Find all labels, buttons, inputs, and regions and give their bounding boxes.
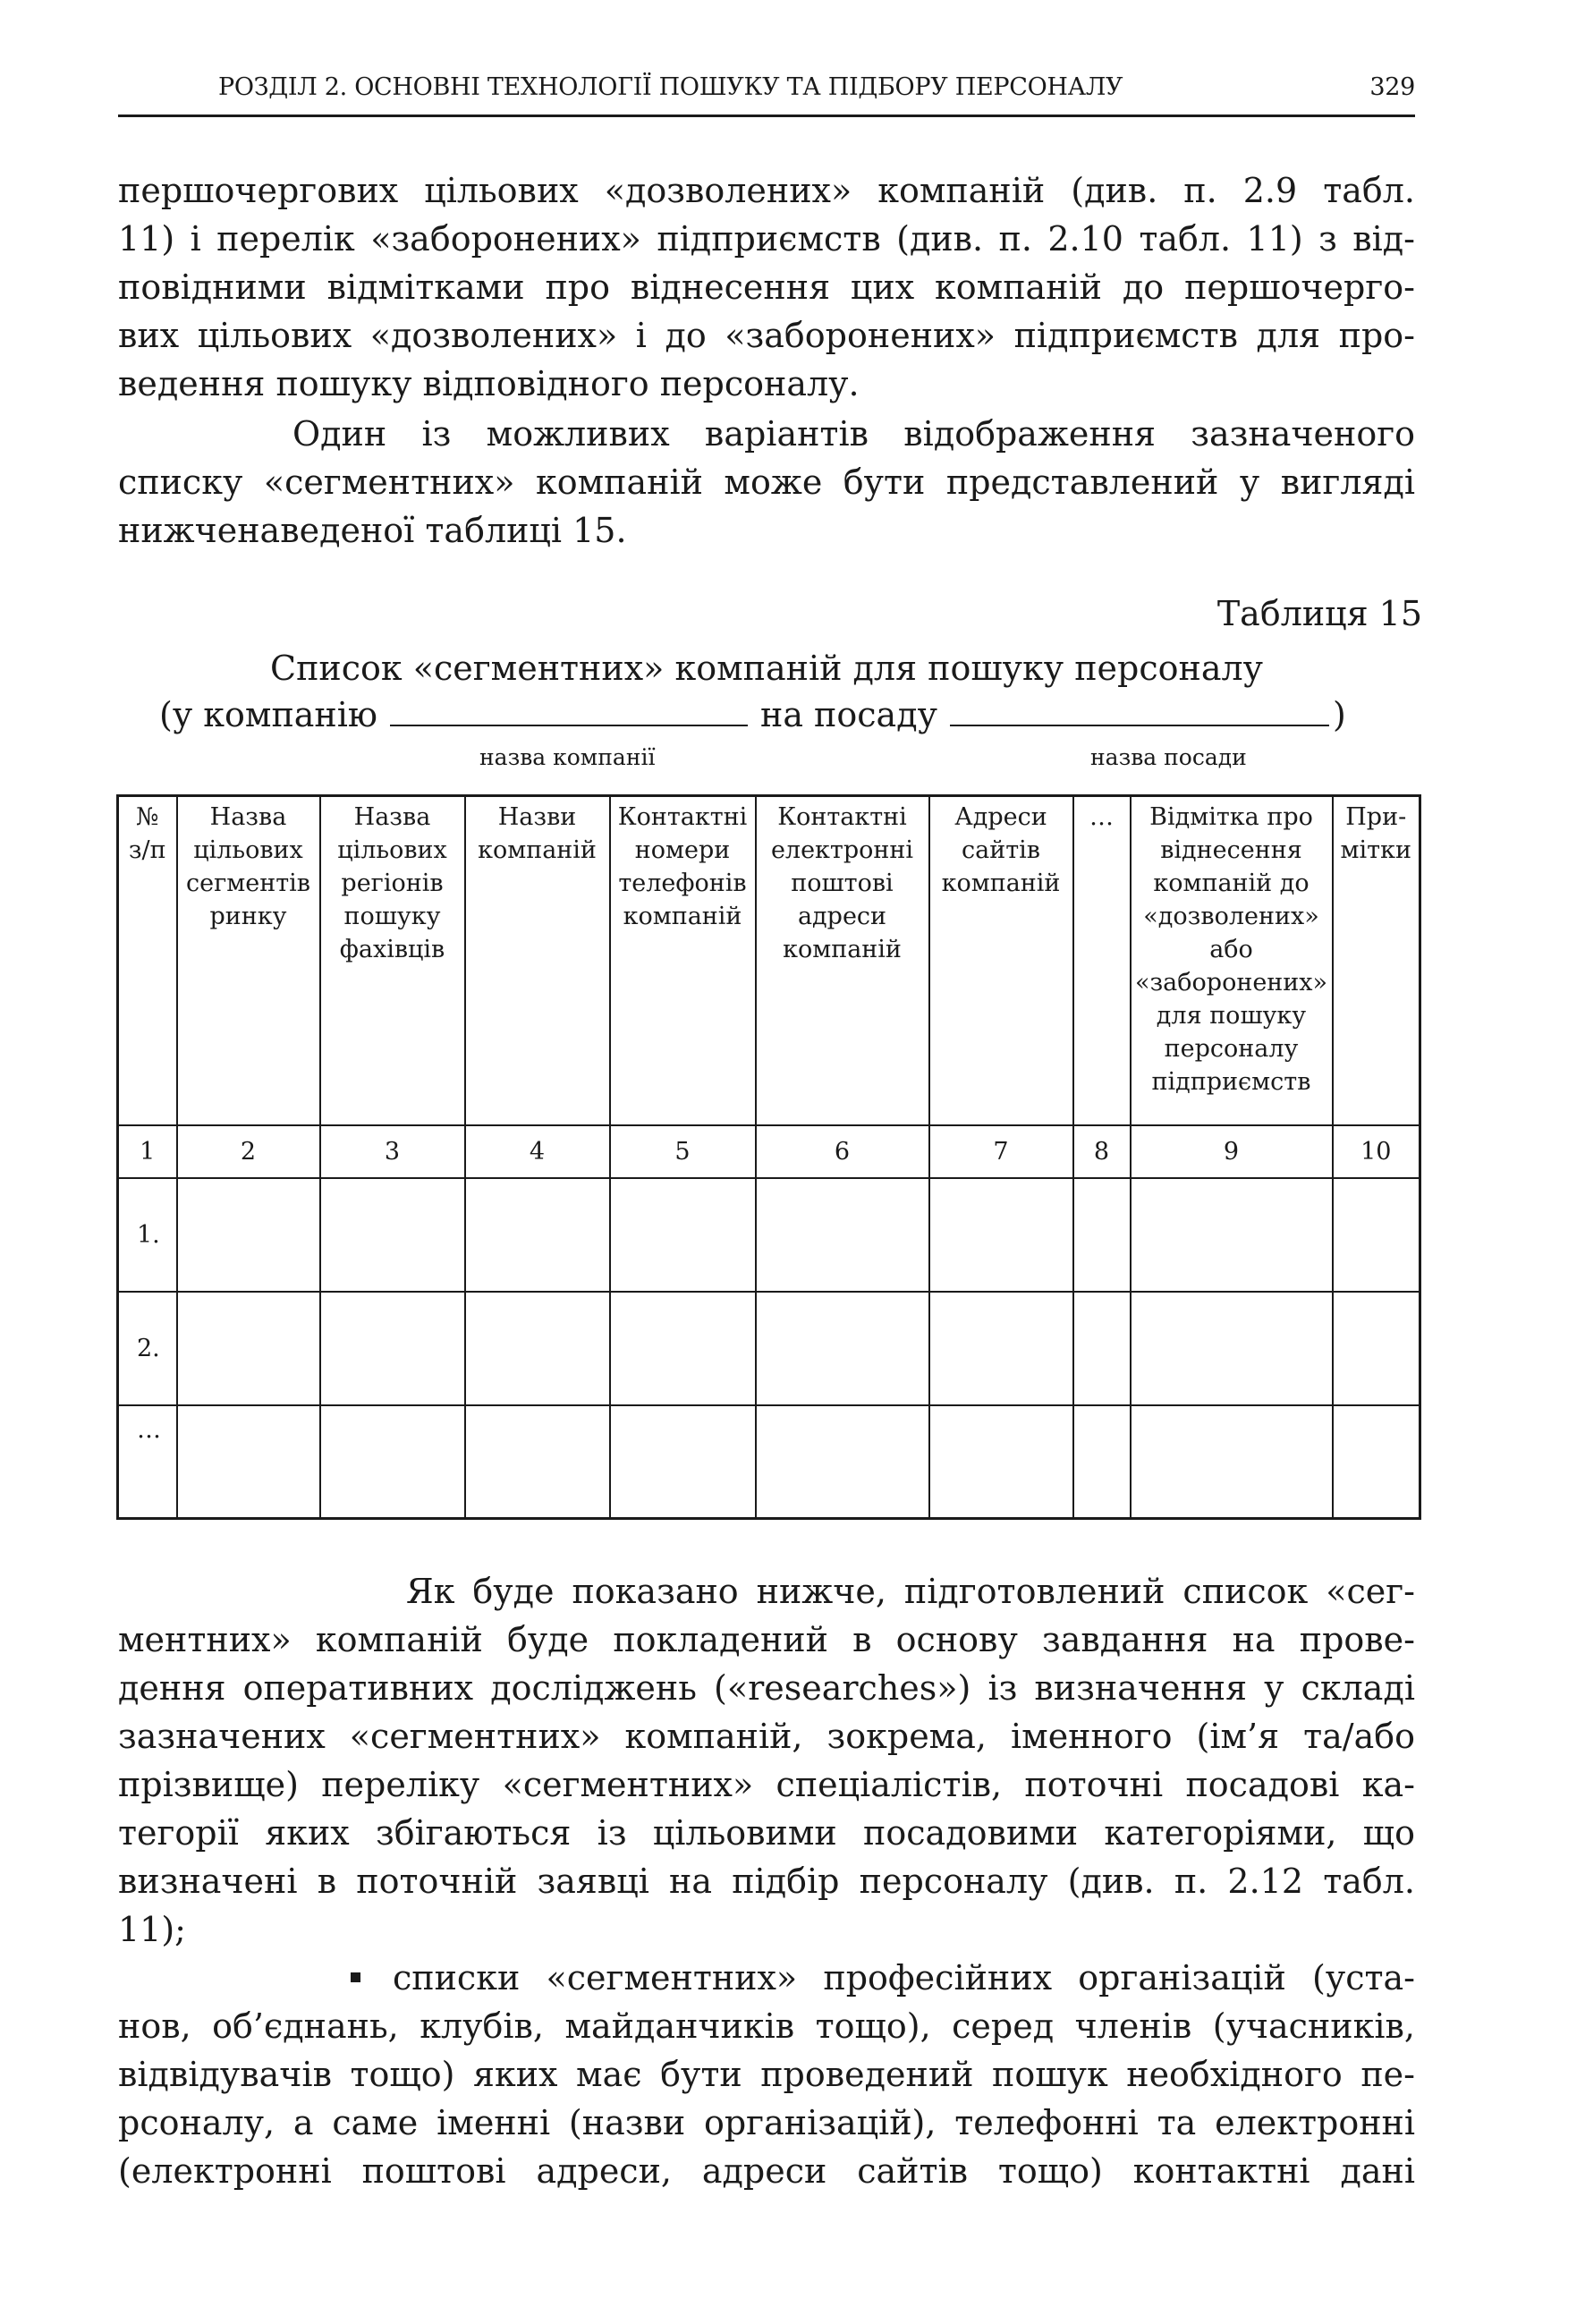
empty-cell — [756, 1178, 929, 1292]
header-line: Назва — [209, 803, 287, 831]
text-line: дення оперативних досліджень («researches») із визначення у складі — [118, 1668, 1415, 1708]
empty-cell — [1131, 1405, 1333, 1519]
header-line: віднесення — [1160, 836, 1302, 864]
header-line: сайтів — [962, 836, 1040, 864]
header-line: Адреси — [954, 803, 1047, 831]
header-line: «дозволених» — [1143, 903, 1319, 930]
header-line: компаній — [478, 836, 597, 864]
text-line: тегорії яких збігаються із цільовими посадовими категоріями, що — [118, 1813, 1415, 1853]
header-line: Відмітка про — [1149, 803, 1313, 831]
text-line: прізвище) переліку «сегментних» спеціалістів, поточні посадові ка- — [118, 1765, 1415, 1804]
position-name-blank — [950, 694, 1329, 726]
header-line: з/п — [128, 836, 166, 864]
paragraph-3 — [118, 1567, 1415, 1954]
header-cell-phones — [610, 796, 756, 1125]
header-line: цільових — [193, 836, 303, 864]
empty-cell — [1333, 1292, 1420, 1405]
empty-cell — [320, 1292, 465, 1405]
empty-cell — [320, 1405, 465, 1519]
header-cell-mark — [1131, 796, 1333, 1125]
column-number-cell: 8 — [1073, 1125, 1131, 1178]
empty-cell — [929, 1292, 1073, 1405]
header-line: Назви — [497, 803, 577, 831]
column-number-cell: 10 — [1333, 1125, 1420, 1178]
empty-cell — [177, 1178, 320, 1292]
empty-cell — [610, 1178, 756, 1292]
empty-cell — [610, 1292, 756, 1405]
empty-cell — [1073, 1292, 1131, 1405]
header-line: компаній — [783, 936, 902, 963]
header-divider — [118, 115, 1415, 117]
header-line: мітки — [1340, 836, 1411, 864]
caption-company-name: назва компанії — [479, 744, 656, 770]
header-row — [118, 796, 1420, 1125]
paragraph-2 — [118, 410, 1415, 555]
empty-cell — [1333, 1178, 1420, 1292]
header-line: Назва — [353, 803, 431, 831]
empty-cell — [756, 1292, 929, 1405]
header-cell-segments — [177, 796, 320, 1125]
column-number-cell: 2 — [177, 1125, 320, 1178]
column-number-cell: 6 — [756, 1125, 929, 1178]
text-line: Один із можливих варіантів відображення зазначеного — [292, 414, 1415, 454]
company-name-blank — [390, 694, 748, 726]
empty-cell — [929, 1405, 1073, 1519]
header-cell-regions — [320, 796, 465, 1125]
empty-cell — [1333, 1405, 1420, 1519]
column-number-cell: 5 — [610, 1125, 756, 1178]
header-line: поштові — [791, 869, 894, 897]
table-row — [118, 1178, 1420, 1292]
caption-position-name: назва посади — [1090, 744, 1247, 770]
column-number-cell: 1 — [118, 1125, 177, 1178]
header-line: регіонів — [341, 869, 444, 897]
segment-companies-table — [116, 794, 1421, 1520]
column-number-cell: 9 — [1131, 1125, 1333, 1178]
header-line: … — [1089, 803, 1114, 831]
header-line: електронні — [770, 836, 914, 864]
bullet-icon — [351, 1972, 360, 1982]
empty-cell — [1131, 1292, 1333, 1405]
empty-cell — [756, 1405, 929, 1519]
column-number-cell: 3 — [320, 1125, 465, 1178]
text-line: ведення пошуку відповідного персоналу. — [118, 364, 860, 403]
table-title: Список «сегментних» компаній для пошуку персоналу — [270, 649, 1263, 688]
header-line: фахівців — [339, 936, 445, 963]
header-cell-emails — [756, 796, 929, 1125]
table-label: Таблиця 15 — [1216, 594, 1422, 633]
text-line: нижченаведеної таблиці 15. — [118, 511, 627, 550]
empty-cell — [465, 1178, 610, 1292]
row-number-cell: … — [118, 1405, 177, 1519]
text-line: вих цільових «дозволених» і до «заборонених» підприємств для про- — [118, 316, 1415, 355]
header-cell-ellipsis — [1073, 796, 1131, 1125]
empty-cell — [1073, 1405, 1131, 1519]
text-line: визначені в поточній заявці на підбір персоналу (див. п. 2.12 табл. — [118, 1862, 1415, 1901]
header-line: сегментів — [186, 869, 310, 897]
header-line: або — [1209, 936, 1253, 963]
table-subtitle — [159, 694, 1346, 734]
table-row — [118, 1405, 1420, 1519]
empty-cell — [465, 1405, 610, 1519]
header-line: номери — [634, 836, 731, 864]
text-line — [118, 1954, 1415, 2002]
column-number-cell: 4 — [465, 1125, 610, 1178]
empty-cell — [610, 1405, 756, 1519]
header-line: персоналу — [1164, 1035, 1299, 1063]
text-line: (електронні поштові адреси, адреси сайтів тощо) контактні дані — [118, 2151, 1415, 2191]
text-line: відвідувачів тощо) яких має бути проведений пошук необхідного пе- — [118, 2055, 1415, 2094]
empty-cell — [177, 1292, 320, 1405]
header-line: телефонів — [618, 869, 747, 897]
header-cell-number — [118, 796, 177, 1125]
empty-cell — [929, 1178, 1073, 1292]
page-number: 329 — [1369, 73, 1415, 101]
text-line: першочергових цільових «дозволених» компаній (див. п. 2.9 табл. — [118, 171, 1415, 210]
header-cell-notes — [1333, 796, 1420, 1125]
empty-cell — [1073, 1178, 1131, 1292]
paragraph-1 — [118, 166, 1415, 408]
empty-cell — [177, 1405, 320, 1519]
header-line: Контактні — [777, 803, 907, 831]
header-line: для пошуку — [1156, 1002, 1307, 1030]
header-line: компаній — [623, 903, 742, 930]
text-line: рсоналу, а саме іменні (назви організацій), телефонні та електронні — [118, 2103, 1415, 2142]
bullet-paragraph — [118, 1954, 1415, 2195]
text-line: повідними відмітками про віднесення цих компаній до першочерго- — [118, 267, 1415, 307]
header-line: пошуку — [343, 903, 441, 930]
subtitle-middle: на посаду — [760, 695, 937, 734]
header-line: Контактні — [617, 803, 748, 831]
text-line: зазначених «сегментних» компаній, зокрема, іменного (ім’я та/або — [118, 1717, 1415, 1756]
subtitle-suffix: ) — [1332, 695, 1346, 734]
header-cell-websites — [929, 796, 1073, 1125]
header-line: підприємств — [1151, 1068, 1311, 1096]
header-line: «заборонених» — [1134, 969, 1328, 997]
column-number-cell: 7 — [929, 1125, 1073, 1178]
header-line: компаній — [941, 869, 1061, 897]
text-line: Як буде показано нижче, підготовлений список «сег- — [406, 1572, 1415, 1611]
header-cell-companies — [465, 796, 610, 1125]
row-number-cell: 1. — [118, 1178, 177, 1292]
text-line: 11); — [118, 1910, 186, 1949]
subtitle-prefix: (у компанію — [159, 695, 377, 734]
text-line: нов, об’єднань, клубів, майданчиків тощо), серед членів (учасників, — [118, 2006, 1415, 2046]
header-line: цільових — [337, 836, 447, 864]
header-line: ринку — [209, 903, 287, 930]
empty-cell — [1131, 1178, 1333, 1292]
empty-cell — [465, 1292, 610, 1405]
chapter-title: РОЗДІЛ 2. ОСНОВНІ ТЕХНОЛОГІЇ ПОШУКУ ТА ПІДБОРУ ПЕРСОНАЛУ — [218, 73, 1123, 101]
row-number-cell: 2. — [118, 1292, 177, 1405]
text-line: ментних» компаній буде покладений в основу завдання на прове- — [118, 1620, 1415, 1659]
text-line: списку «сегментних» компаній може бути представлений у вигляді — [118, 462, 1415, 502]
header-line: № — [135, 803, 159, 831]
text-line: 11) і перелік «заборонених» підприємств (див. п. 2.10 табл. 11) з від- — [118, 219, 1415, 259]
bullet-text: списки «сегментних» професійних організацій (уста- — [393, 1958, 1415, 1997]
empty-cell — [320, 1178, 465, 1292]
header-line: При- — [1345, 803, 1407, 831]
column-number-row — [118, 1125, 1420, 1178]
header-line: адреси — [797, 903, 887, 930]
table-row — [118, 1292, 1420, 1405]
header-line: компаній до — [1153, 869, 1310, 897]
